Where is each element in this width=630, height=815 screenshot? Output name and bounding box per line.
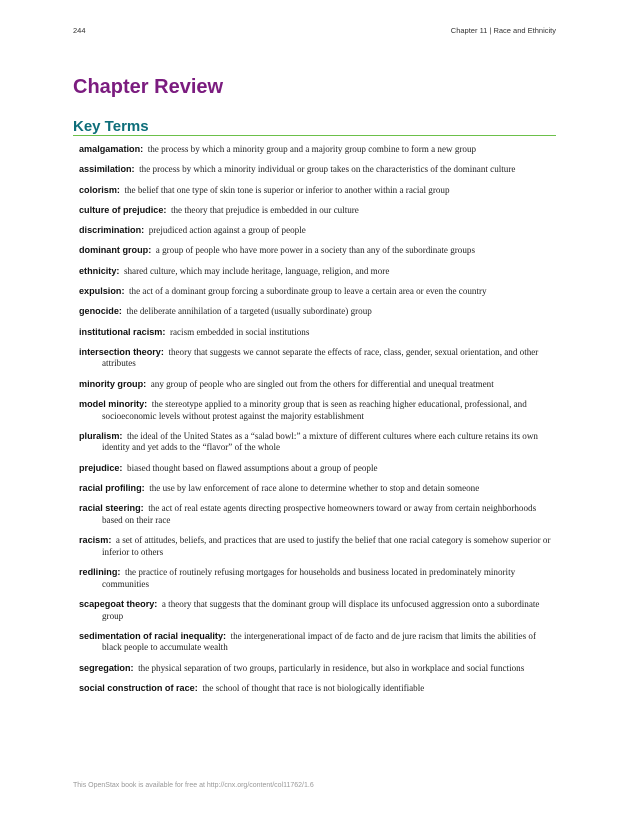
glossary-term: scapegoat theory:: [79, 598, 158, 609]
glossary-definition: the theory that prejudice is embedded in our culture: [170, 204, 359, 215]
glossary-definition: the process by which a minority individual or group takes on the characteristics of the dominant culture: [139, 164, 516, 175]
glossary-definition: biased thought based on flawed assumptions about a group of people: [127, 462, 378, 473]
glossary-entry: [79, 327, 554, 339]
glossary-term: assimilation:: [79, 164, 135, 175]
glossary-term: racial steering:: [79, 503, 144, 514]
glossary-entry: [79, 286, 554, 298]
glossary-entry: [79, 567, 554, 590]
glossary-definition: the physical separation of two groups, particularly in residence, but also in workplace and social functions: [138, 662, 525, 673]
glossary-term: genocide:: [79, 306, 122, 317]
glossary-definition: shared culture, which may include heritage, language, religion, and more: [123, 265, 390, 276]
glossary-definition: the intergenerational impact of de facto and de jure racism that limits the abilities of black people to accumulate wealth: [102, 630, 536, 653]
glossary-definition: a group of people who have more power in a society than any of the subordinate groups: [155, 245, 475, 256]
glossary-entry: [79, 205, 554, 217]
glossary-definition: theory that suggests we cannot separate the effects of race, class, gender, sexual orientation, and other attributes: [102, 346, 539, 369]
glossary-entry: [79, 463, 554, 475]
glossary-entry: [79, 683, 554, 695]
glossary-definition: the ideal of the United States as a “salad bowl:” a mixture of different cultures where each culture retains its own identity and yet adds to the “flavor” of the whole: [102, 430, 538, 453]
glossary-term: segregation:: [79, 662, 134, 673]
glossary-definition: the stereotype applied to a minority group that is seen as reaching higher educational, professional, and socioeconomic levels without protest against the majority establishment: [102, 398, 527, 421]
glossary-definition: the school of thought that race is not biologically identifiable: [202, 682, 425, 693]
glossary-entry: [79, 245, 554, 257]
glossary-entry: [79, 535, 554, 558]
glossary-term: racism:: [79, 535, 112, 546]
glossary-definition: the belief that one type of skin tone is superior or inferior to another within a racial group: [124, 184, 450, 195]
glossary-entry: [79, 266, 554, 278]
glossary-term: discrimination:: [79, 225, 145, 236]
glossary-entry: [79, 164, 554, 176]
glossary-term: redlining:: [79, 567, 121, 578]
section-title: Key Terms: [73, 118, 149, 135]
glossary-entry: [79, 399, 554, 422]
glossary-entry: [79, 225, 554, 237]
glossary-definition: the deliberate annihilation of a targeted (usually subordinate) group: [126, 306, 372, 317]
glossary-definition: a set of attitudes, beliefs, and practices that are used to justify the belief that one racial category is somehow superior or inferior to others: [102, 535, 551, 557]
glossary-entry: [79, 631, 554, 654]
key-terms-list: [79, 144, 554, 703]
chapter-title: Chapter Review: [73, 76, 224, 98]
glossary-definition: any group of people who are singled out from the others for differential and unequal treatment: [150, 378, 494, 389]
glossary-term: sedimentation of racial inequality:: [79, 630, 227, 641]
glossary-entry: [79, 503, 554, 526]
glossary-term: racial profiling:: [79, 483, 145, 493]
glossary-term: ethnicity:: [79, 265, 120, 276]
glossary-definition: a theory that suggests that the dominant group will displace its unfocused aggression onto a subordinate group: [102, 598, 540, 621]
glossary-entry: [79, 185, 554, 197]
glossary-entry: [79, 379, 554, 391]
glossary-entry: [79, 483, 554, 495]
glossary-term: pluralism:: [79, 430, 123, 441]
glossary-definition: prejudiced action against a group of people: [148, 225, 306, 236]
glossary-definition: the process by which a minority group and a majority group combine to form a new group: [147, 144, 477, 154]
glossary-definition: racism embedded in social institutions: [169, 326, 310, 337]
section-divider: [73, 135, 556, 136]
glossary-term: amalgamation:: [79, 144, 144, 154]
glossary-term: intersection theory:: [79, 346, 164, 357]
glossary-entry: [79, 144, 554, 156]
glossary-definition: the act of real estate agents directing prospective homeowners toward or away from certain neighborhoods based on their race: [102, 503, 537, 525]
glossary-term: institutional racism:: [79, 326, 166, 337]
glossary-entry: [79, 306, 554, 318]
glossary-definition: the use by law enforcement of race alone to determine whether to stop and detain someone: [149, 483, 480, 493]
glossary-entry: [79, 431, 554, 454]
glossary-term: colorism:: [79, 184, 120, 195]
glossary-term: expulsion:: [79, 285, 125, 296]
glossary-definition: the act of a dominant group forcing a subordinate group to leave a certain area or even the country: [129, 285, 487, 296]
glossary-definition: the practice of routinely refusing mortgages for households and business located in predominately minority communities: [102, 567, 516, 589]
footer-note: This OpenStax book is available for free at http://cnx.org/content/col11762/1.6: [73, 782, 314, 789]
page-number: 244: [73, 26, 86, 35]
glossary-term: social construction of race:: [79, 682, 198, 693]
chapter-label: Chapter 11 | Race and Ethnicity: [450, 26, 556, 35]
glossary-term: prejudice:: [79, 462, 123, 473]
glossary-term: dominant group:: [79, 245, 152, 256]
glossary-entry: [79, 347, 554, 370]
glossary-term: culture of prejudice:: [79, 204, 167, 215]
glossary-term: minority group:: [79, 378, 147, 389]
glossary-entry: [79, 599, 554, 622]
glossary-term: model minority:: [79, 398, 148, 409]
glossary-entry: [79, 663, 554, 675]
